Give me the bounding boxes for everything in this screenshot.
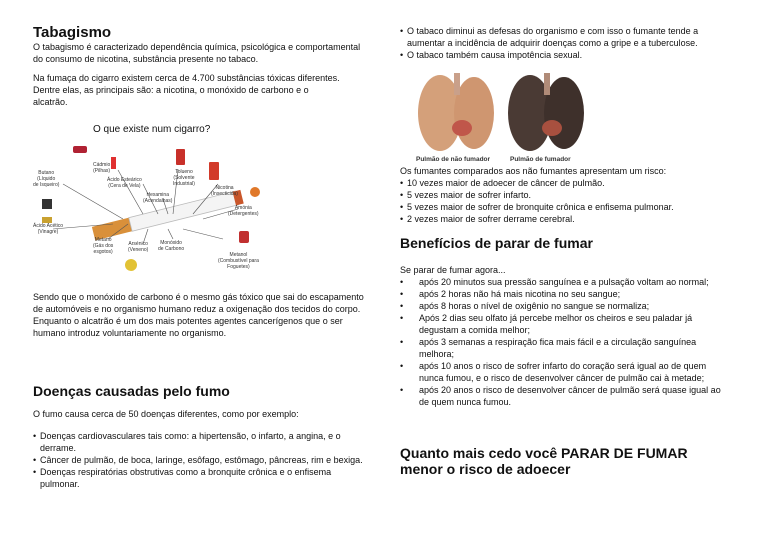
list-item: • após 10 anos o risco de sofrer infarto do coração será igual ao de quem nunca fumou, e o risco de desenvolver câncer de pulmão cai à metade; bbox=[400, 360, 726, 384]
title-tabagismo: Tabagismo bbox=[33, 24, 112, 41]
label-metanol: Metanol (Combustível para Foguetes) bbox=[218, 252, 259, 270]
flask-icon bbox=[250, 187, 260, 197]
lighter-icon bbox=[42, 199, 52, 209]
battery-icon bbox=[73, 146, 87, 153]
list-item: • 2 vezes maior de sofrer derrame cerebral. bbox=[400, 213, 730, 225]
lungs-illustration bbox=[412, 68, 592, 158]
diseases-intro: O fumo causa cerca de 50 doenças diferentes, como por exemplo: bbox=[33, 409, 299, 419]
poison-icon bbox=[125, 259, 137, 271]
list-item: • 10 vezes maior de adoecer de câncer de pulmão. bbox=[400, 177, 730, 189]
list-item: • Após 2 dias seu olfato já percebe melhor os cheiros e seu paladar já degustam a comida melhor; bbox=[400, 312, 726, 336]
list-item: • após 8 horas o nível de oxigênio no sangue se normaliza; bbox=[400, 300, 726, 312]
intro-paragraph: O tabagismo é caracterizado dependência química, psicológica e comportamental do consumo de nicotina, substância presente no tabaco. bbox=[33, 42, 361, 64]
monoxide-paragraph: Sendo que o monóxido de carbono é o mesmo gás tóxico que sai do escapamento de automóveis e no organismo humano reduz a oxigenação dos tecidos do corpo. Enquanto o alcatrão é um dos mais potentes agentes cancerígenos que o ser humano introduz voluntariamente no organismo. bbox=[33, 292, 364, 338]
label-tolueno: Tolueno (Solvente Industrial) bbox=[173, 169, 195, 187]
label-metano: Metano (Gás dos esgotos) bbox=[93, 237, 114, 255]
benefits-list bbox=[400, 276, 726, 408]
label-hexamina: Hexamina (Acendalhas) bbox=[143, 192, 173, 204]
list-item: • O tabaco também causa impotência sexual. bbox=[400, 49, 730, 61]
label-arsenico: Arsénico (Veneno) bbox=[128, 241, 149, 253]
insecticide-icon bbox=[209, 162, 219, 180]
label-acido-estearico: Ácido Esteárico (Cera de Vela) bbox=[107, 177, 142, 189]
lungs-image bbox=[412, 68, 592, 164]
label-monoxido: Monóxido de Carbono bbox=[158, 240, 185, 252]
solvent-can-icon bbox=[176, 149, 185, 165]
label-cadmio: Cádmio (Pilhas) bbox=[93, 162, 111, 174]
closing-message: Quanto mais cedo você PARAR DE FUMAR menor o risco de adoecer bbox=[400, 445, 688, 477]
label-butano: Butano (Líquido de Isqueiro) bbox=[33, 170, 60, 188]
benefits-title: Benefícios de parar de fumar bbox=[400, 235, 593, 251]
candle-icon bbox=[111, 157, 116, 169]
figure-title: O que existe num cigarro? bbox=[93, 124, 211, 135]
list-item: • Câncer de pulmão, de boca, laringe, esôfago, estômago, pâncreas, rim e bexiga. bbox=[33, 454, 371, 466]
list-item: • após 2 horas não há mais nicotina no seu sangue; bbox=[400, 288, 726, 300]
list-item: • após 20 minutos sua pressão sanguínea e a pulsação voltam ao normal; bbox=[400, 276, 726, 288]
list-item: • Doenças respiratórias obstrutivas como a bronquite crônica e o enfisema pulmonar. bbox=[33, 466, 371, 490]
top-bullets bbox=[400, 25, 730, 61]
list-item: • O tabaco diminui as defesas do organismo e com isso o fumante tende a aumentar a incidência de adquirir doenças como a gripe e a tuberculose. bbox=[400, 25, 730, 49]
diseases-title: Doenças causadas pelo fumo bbox=[33, 383, 230, 399]
smoke-paragraph: Na fumaça do cigarro existem cerca de 4.700 substâncias tóxicas diferentes. Dentre elas, as principais são: a nicotina, o monóxido de carbono e o alcatrão. bbox=[33, 73, 340, 107]
risk-intro: Os fumantes comparados aos não fumantes apresentam um risco: bbox=[400, 166, 667, 176]
list-item: • após 3 semanas a respiração fica mais fácil e a circulação sanguínea melhora; bbox=[400, 336, 726, 360]
benefits-intro: Se parar de fumar agora... bbox=[400, 265, 506, 275]
list-item: • após 20 anos o risco de desenvolver câncer de pulmão será quase igual ao de quem nunca fumou. bbox=[400, 384, 726, 408]
list-item: • 5 vezes maior de sofrer de bronquite crônica e enfisema pulmonar. bbox=[400, 201, 730, 213]
cigarette-figure bbox=[33, 124, 273, 274]
list-item: • 5 vezes maior de sofrer infarto. bbox=[400, 189, 730, 201]
risk-list bbox=[400, 177, 730, 225]
fuel-can-icon bbox=[239, 231, 249, 243]
label-acido-acetico: Ácido Acético (Vinagre) bbox=[33, 223, 64, 235]
lungs-caption-nonsmoker: Pulmão de não fumador bbox=[416, 156, 491, 163]
label-nicotina: Nicotina (Insecticida) bbox=[211, 185, 238, 197]
diseases-list bbox=[33, 430, 371, 490]
label-amonia: Amónia (Detergentes) bbox=[228, 205, 259, 217]
list-item: • Doenças cardiovasculares tais como: a hipertensão, o infarto, a angina, e o derrame. bbox=[33, 430, 371, 454]
lungs-caption-smoker: Pulmão de fumador bbox=[510, 156, 571, 163]
